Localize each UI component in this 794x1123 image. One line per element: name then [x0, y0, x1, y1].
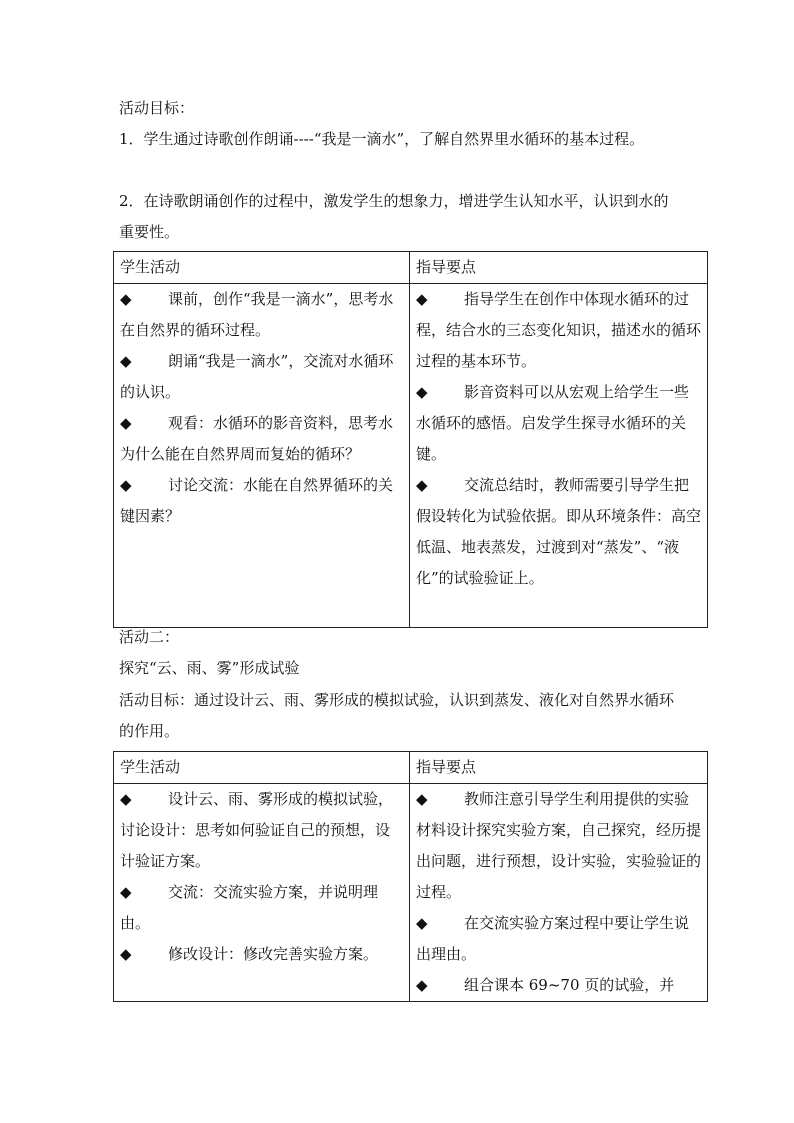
activity2-title: 活动二：	[119, 628, 180, 646]
activity2-goal: 活动目标：通过设计云、雨、雾形成的模拟试验，认识到蒸发、液化对自然界水循环的作用。	[119, 691, 675, 740]
diamond-bullet-icon: ◆	[416, 290, 428, 308]
list-item: ◆ 讨论交流：水能在自然界循环的关键因素？	[120, 470, 403, 532]
diamond-bullet-icon: ◆	[120, 790, 132, 808]
goal-1: 1．学生通过诗歌创作朗诵----“我是一滴水”，了解自然界里水循环的基本过程。	[119, 130, 645, 148]
list-item: ◆ 观看：水循环的影音资料，思考水为什么能在自然界周而复始的循环？	[120, 408, 403, 470]
list-item: ◆ 影音资料可以从宏观上给学生一些水循环的感悟。启发学生探寻水循环的关键。	[416, 377, 701, 470]
list-item: ◆ 修改设计：修改完善实验方案。	[120, 939, 403, 970]
diamond-bullet-icon: ◆	[120, 476, 132, 494]
student-activity-cell	[114, 284, 410, 628]
list-item: ◆ 朗诵“我是一滴水”，交流对水循环的认识。	[120, 346, 403, 408]
goal-2: 2．在诗歌朗诵创作的过程中，激发学生的想象力，增进学生认知水平，认识到水的重要性。	[119, 192, 669, 241]
diamond-bullet-icon: ◆	[416, 476, 428, 494]
header-student-activity: 学生活动	[114, 252, 410, 284]
header-guidance: 指导要点	[410, 752, 708, 784]
activity1-table	[113, 251, 708, 628]
student-activity-cell	[114, 784, 410, 1002]
diamond-bullet-icon: ◆	[416, 976, 428, 994]
diamond-bullet-icon: ◆	[120, 883, 132, 901]
list-item: ◆ 在交流实验方案过程中要让学生说出理由。	[416, 908, 701, 970]
list-item: ◆ 设计云、雨、雾形成的模拟试验，讨论设计：思考如何验证自己的预想，设计验证方案。	[120, 784, 403, 877]
list-item: ◆ 教师注意引导学生利用提供的实验材料设计探究实验方案，自己探究，经历提出问题，进行预想，设计实验，实验验证的过程。	[416, 784, 701, 908]
diamond-bullet-icon: ◆	[416, 790, 428, 808]
list-item: ◆ 交流总结时，教师需要引导学生把假设转化为试验依据。即从环境条件：高空低温、地表蒸发，过渡到对“蒸发”、“液化”的试验验证上。	[416, 470, 701, 594]
diamond-bullet-icon: ◆	[416, 383, 428, 401]
diamond-bullet-icon: ◆	[120, 290, 132, 308]
diamond-bullet-icon: ◆	[120, 414, 132, 432]
list-item: ◆ 组合课本 69~70 页的试验，并	[416, 970, 701, 1001]
diamond-bullet-icon: ◆	[120, 352, 132, 370]
diamond-bullet-icon: ◆	[416, 914, 428, 932]
guidance-cell	[410, 284, 708, 628]
header-guidance: 指导要点	[410, 252, 708, 284]
activity2-table	[113, 751, 708, 1002]
header-student-activity: 学生活动	[114, 752, 410, 784]
goal-title: 活动目标：	[119, 99, 195, 117]
list-item: ◆ 课前，创作“我是一滴水”，思考水在自然界的循环过程。	[120, 284, 403, 346]
activity2-subtitle: 探究“云、雨、雾”形成试验	[119, 659, 300, 677]
diamond-bullet-icon: ◆	[120, 945, 132, 963]
list-item: ◆ 指导学生在创作中体现水循环的过程，结合水的三态变化知识，描述水的循环过程的基本环节。	[416, 284, 701, 377]
list-item: ◆ 交流：交流实验方案，并说明理由。	[120, 877, 403, 939]
guidance-cell	[410, 784, 708, 1002]
